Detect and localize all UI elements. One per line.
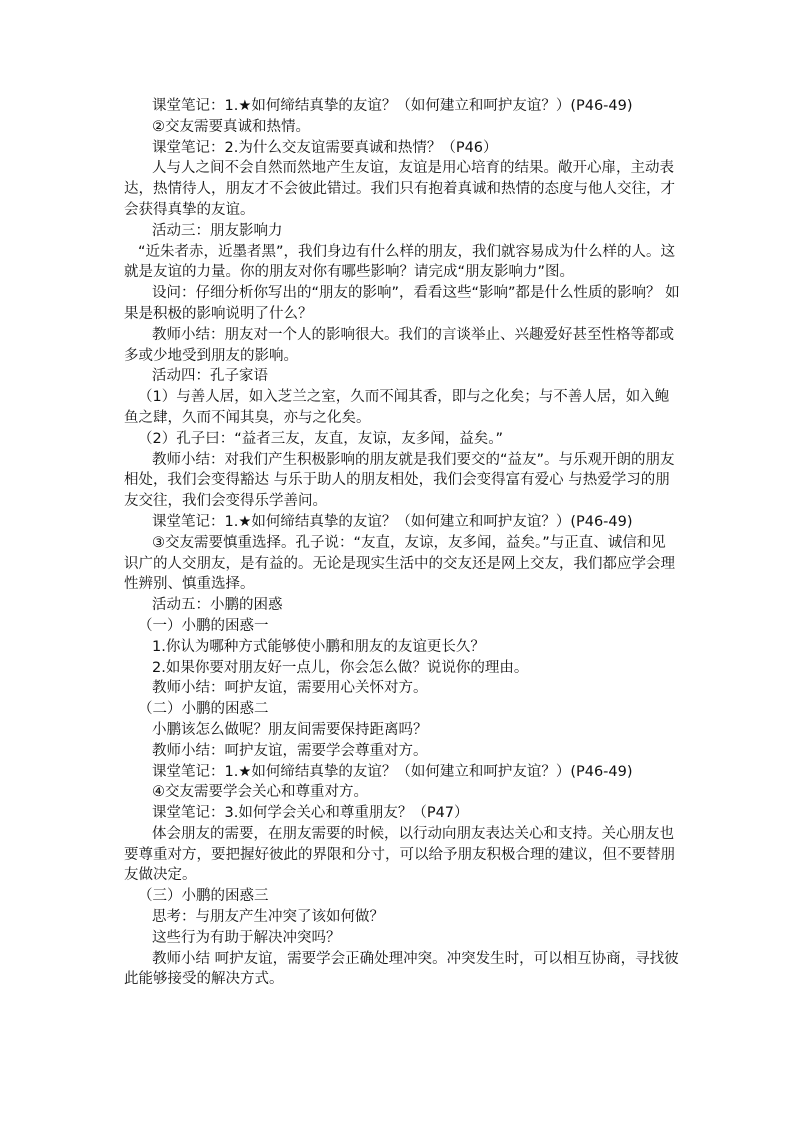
paragraph: 教师小结 呵护友谊，需要学会正确处理冲突。冲突发生时，可以相互协商，寻找彼此能够接受的解决方式。	[124, 950, 679, 988]
paragraph: ②交友需要真诚和热情。	[152, 118, 310, 135]
paragraph: （二）小鹏的困惑二	[138, 701, 269, 718]
paragraph: 小鹏该怎么做呢？朋友间需要保持距离吗？	[152, 721, 428, 738]
paragraph: 活动四：孔子家语	[152, 368, 268, 385]
paragraph: 课堂笔记：1.★如何缔结真挚的友谊？（如何建立和呵护友谊？）(P46-49)	[152, 98, 633, 114]
paragraph: 活动三：朋友影响力	[152, 222, 283, 239]
paragraph: 思考：与朋友产生冲突了该如何做？	[152, 909, 384, 926]
paragraph: 这些行为有助于解决冲突吗？	[152, 929, 341, 946]
paragraph: 课堂笔记：3.如何学会关心和尊重朋友？（P47）	[152, 805, 469, 822]
paragraph: 课堂笔记：1.★如何缔结真挚的友谊？（如何建立和呵护友谊？）(P46-49)	[152, 513, 633, 530]
paragraph: “近朱者赤，近墨者黑”，我们身边有什么样的朋友，我们就容易成为什么样的人。这就是友谊的力量。你的朋友对你有哪些影响？请完成“朋友影响力”图。	[124, 243, 676, 281]
paragraph: ③交友需要慎重选择。孔子说：“友直，友谅，友多闻，益矣。”与正直、诚信和见识广的人交朋友，是有益的。无论是现实生活中的交友还是网上交友，我们都应学会理性辨别、慎重选择。	[124, 534, 675, 593]
paragraph: 教师小结：朋友对一个人的影响很大。我们的言谈举止、兴趣爱好甚至性格等都或多或少地受到朋友的影响。	[124, 326, 674, 364]
paragraph: （三）小鹏的困惑三	[138, 888, 269, 905]
paragraph: 课堂笔记：1.★如何缔结真挚的友谊？（如何建立和呵护友谊？）(P46-49)	[152, 763, 633, 780]
paragraph: （1）与善人居，如入芝兰之室，久而不闻其香，即与之化矣；与不善人居，如入鲍鱼之肆，久而不闻其臭，亦与之化矣。	[124, 389, 670, 426]
paragraph: 设问：仔细分析你写出的“朋友的影响”，看看这些“影响”都是什么性质的影响？ 如果是积极的影响说明了什么？	[124, 285, 680, 322]
paragraph: 教师小结：呵护友谊，需要用心关怀对方。	[152, 680, 428, 697]
paragraph: 教师小结：对我们产生积极影响的朋友就是我们要交的“益友”。与乐观开朗的朋友相处，我们会变得豁达 与乐于助人的朋友相处，我们会变得富有爱心 与热爱学习的朋友交往，我们会变得乐学善问。	[124, 451, 675, 510]
paragraph: 1.你认为哪种方式能够使小鹏和朋友的友谊更长久？	[152, 638, 485, 655]
paragraph: 课堂笔记：2.为什么交友谊需要真诚和热情？（P46）	[152, 139, 498, 156]
paragraph: （一）小鹏的困惑一	[138, 617, 269, 634]
paragraph: 2.如果你要对朋友好一点儿，你会怎么做？说说你的理由。	[152, 659, 529, 676]
document-body	[124, 96, 680, 990]
paragraph: 体会朋友的需要，在朋友需要的时候，以行动向朋友表达关心和支持。关心朋友也要尊重对方，要把握好彼此的界限和分寸，可以给予朋友积极合理的建议，但不要替朋友做决定。	[124, 825, 675, 884]
paragraph: （2）孔子曰：“益者三友，友直，友谅，友多闻，益矣。”	[138, 430, 503, 447]
paragraph: 活动五：小鹏的困惑	[152, 597, 283, 614]
paragraph: 教师小结：呵护友谊，需要学会尊重对方。	[152, 742, 428, 759]
paragraph: ④交友需要学会关心和尊重对方。	[152, 784, 368, 801]
paragraph: 人与人之间不会自然而然地产生友谊，友谊是用心培育的结果。敞开心扉，主动表达，热情待人，朋友才不会彼此错过。我们只有抱着真诚和热情的态度与他人交往，才会获得真挚的友谊。	[124, 160, 675, 218]
